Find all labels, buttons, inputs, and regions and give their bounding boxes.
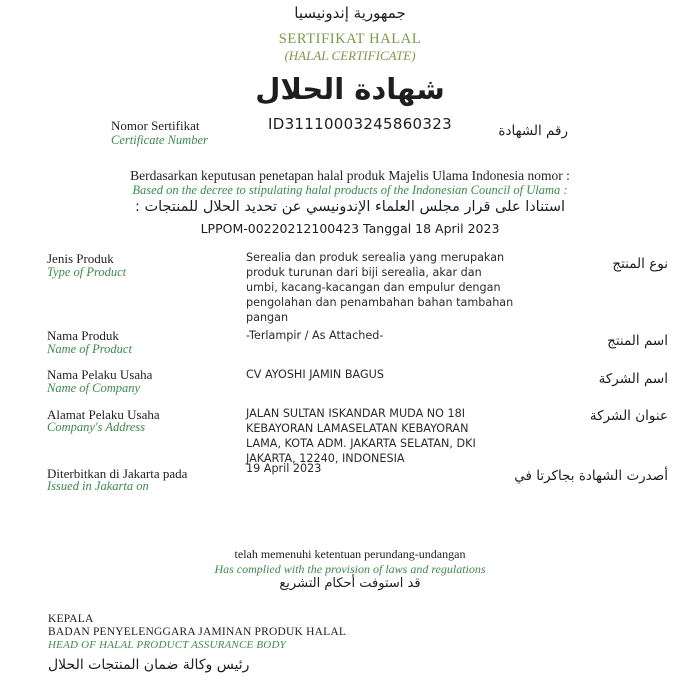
company-name-value: CV AYOSHI JAMIN BAGUS — [246, 368, 384, 381]
company-address-line: JAKARTA, 12240, INDONESIA — [246, 452, 405, 465]
company-name-label: Nama Pelaku Usaha — [47, 367, 153, 382]
product-type-line: pengolahan dan penambahan bahan tambahan — [246, 296, 514, 309]
compliance-text-english: Has complied with the provision of laws and regulations — [214, 562, 486, 576]
product-name-label-arabic: اسم المنتج — [607, 333, 668, 349]
company-address-label-arabic: عنوان الشركة — [589, 408, 668, 424]
product-name-label: Nama Produk — [47, 328, 119, 343]
compliance-text: telah memenuhi ketentuan perundang-undangan — [234, 547, 466, 561]
certificate-number-value: ID31110003245860323 — [268, 115, 452, 133]
company-name-label-english: Name of Company — [47, 381, 141, 395]
signatory-body-english: HEAD OF HALAL PRODUCT ASSURANCE BODY — [48, 639, 286, 651]
certificate-title-arabic: شهادة الحلال — [255, 72, 445, 106]
signatory-body-arabic: رئيس وكالة ضمان المنتجات الحلال — [48, 657, 250, 673]
company-address-label-english: Company's Address — [47, 420, 146, 434]
product-name-label-english: Name of Product — [47, 342, 132, 356]
decree-basis-text: Berdasarkan keputusan penetapan halal produk Majelis Ulama Indonesia nomor : — [130, 168, 570, 183]
company-address-line: KEBAYORAN LAMASELATAN KEBAYORAN — [246, 422, 469, 435]
certificate-title: SERTIFIKAT HALAL — [278, 31, 422, 47]
company-address-label: Alamat Pelaku Usaha — [47, 407, 160, 422]
issued-label: Diterbitkan di Jakarta pada — [47, 466, 188, 481]
decree-number: LPPOM-00220212100423 Tanggal 18 April 2023 — [200, 221, 500, 236]
company-address-value — [246, 406, 476, 466]
compliance-text-arabic: قد استوفت أحكام التشريع — [279, 576, 421, 591]
product-type-label-english: Type of Product — [47, 265, 127, 279]
certificate-title-english: (HALAL CERTIFICATE) — [284, 48, 416, 63]
company-name-label-arabic: اسم الشركة — [598, 371, 668, 387]
certificate-number-label: Nomor Sertifikat — [111, 118, 200, 133]
product-type-line: pangan — [246, 311, 289, 324]
product-type-line: Serealia dan produk serealia yang merupakan — [246, 251, 505, 264]
decree-basis-text-arabic: استنادا على قرار مجلس العلماء الإندونيسي عن تحديد الحلال للمنتجات : — [134, 199, 566, 215]
issued-label-english: Issued in Jakarta on — [47, 479, 149, 493]
country-name-arabic: جمهورية إندونيسيا — [294, 4, 406, 22]
product-type-line: produk turunan dari biji serealia, akar dan — [246, 266, 482, 279]
product-name-value: -Terlampir / As Attached- — [246, 329, 384, 342]
signatory-body: BADAN PENYELENGGARA JAMINAN PRODUK HALAL — [48, 626, 347, 638]
issued-label-arabic: أصدرت الشهادة بجاكرتا في — [514, 468, 668, 484]
product-type-label-arabic: نوع المنتج — [612, 256, 668, 272]
product-type-value — [246, 250, 513, 325]
company-address-line: LAMA, KOTA ADM. JAKARTA SELATAN, DKI — [246, 437, 476, 450]
decree-basis-text-english: Based on the decree to stipulating halal products of the Indonesian Council of Ulama : — [132, 183, 568, 197]
signatory-title: KEPALA — [48, 613, 94, 625]
product-type-line: umbi, kacang-kacangan dan empulur dengan — [246, 281, 501, 294]
certificate-number-label-arabic: رقم الشهادة — [498, 123, 568, 139]
company-address-line: JALAN SULTAN ISKANDAR MUDA NO 18I — [246, 407, 466, 420]
certificate-number-label-english: Certificate Number — [111, 133, 208, 147]
issued-date-value: 19 April 2023 — [246, 462, 322, 475]
product-type-label: Jenis Produk — [47, 251, 114, 266]
